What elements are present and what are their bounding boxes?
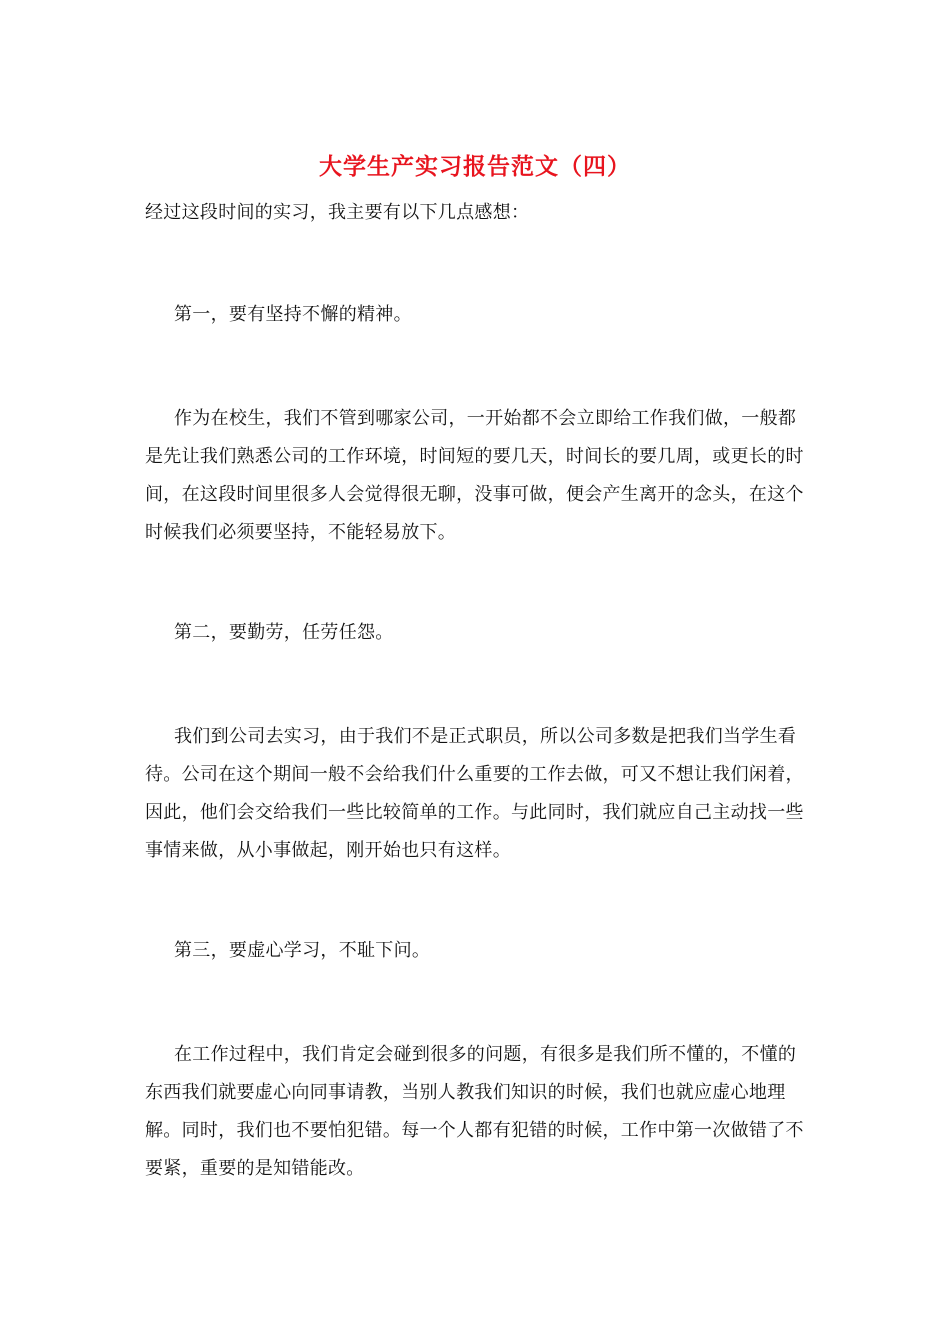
section-heading-3: 第三，要虚心学习，不耻下问。 (174, 940, 431, 961)
section-heading-1: 第一，要有坚持不懈的精神。 (174, 304, 412, 325)
section-body-2: 我们到公司去实习，由于我们不是正式职员，所以公司多数是把我们当学生看待。公司在这个期间一般不会给我们什么重要的工作去做，可又不想让我们闲着，因此，他们会交给我们一些比较简单的工作。与此同时，我们就应自己主动找一些事情来做，从小事做起，刚开始也只有这样。 (145, 726, 804, 861)
document-title: 大学生产实习报告范文（四） (319, 153, 631, 180)
intro-paragraph: 经过这段时间的实习，我主要有以下几点感想： (145, 202, 530, 223)
section-body-1: 作为在校生，我们不管到哪家公司，一开始都不会立即给工作我们做，一般都是先让我们熟悉公司的工作环境，时间短的要几天，时间长的要几周，或更长的时间，在这段时间里很多人会觉得很无聊，没事可做，便会产生离开的念头，在这个时候我们必须要坚持，不能轻易放下。 (145, 408, 804, 543)
section-heading-2: 第二，要勤劳，任劳任怨。 (174, 622, 394, 643)
section-body-3: 在工作过程中，我们肯定会碰到很多的问题，有很多是我们所不懂的，不懂的东西我们就要虚心向同事请教，当别人教我们知识的时候，我们也就应虚心地理解。同时，我们也不要怕犯错。每一个人都有犯错的时候，工作中第一次做错了不要紧，重要的是知错能改。 (145, 1044, 804, 1179)
